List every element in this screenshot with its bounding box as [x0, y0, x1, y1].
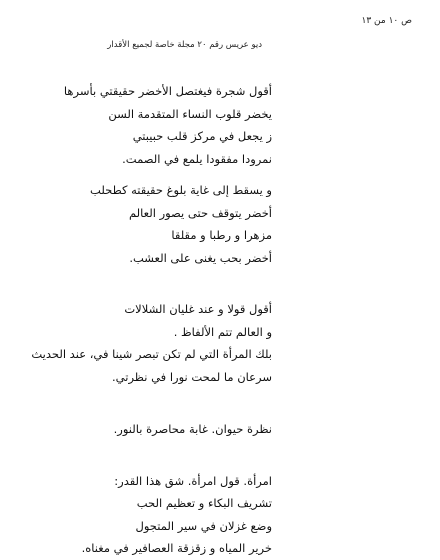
- poem-line: بلك المرأة التي لم تكن تبصر شينا في، عند الحديث: [31, 347, 272, 361]
- poem-line: و يسقط إلى غاية بلوغ حقيقته كطحلب: [90, 183, 272, 197]
- poem-line: نمرودا مفقودا يلمع في الصمت.: [122, 151, 272, 166]
- stanza-gap: [32, 170, 272, 179]
- poem-line: أقول شجرة فيغتصل الأخضر حقيقتي بأسرها: [63, 84, 272, 98]
- document-header: ديو عريس رقم ٢٠ مجلة خاصة لجميع الأقدار: [107, 40, 262, 50]
- page-number: ص ١٠ من ١٣: [361, 16, 412, 26]
- poem-line: خرير المياه و زقزقة العصافير في مغناه.: [81, 541, 272, 555]
- poem-line: و العالم تتم الألفاظ .: [173, 324, 272, 339]
- poem-line: سرعان ما لمحت نورا في نظرتي.: [112, 369, 272, 384]
- poem-body: [32, 80, 272, 560]
- poem-line: أقول قولا و عند غليان الشلالات: [124, 302, 272, 316]
- stanza-5: [32, 470, 272, 560]
- poem-line: نظرة حيوان. غابة محاصرة بالنور.: [113, 422, 272, 436]
- poem-line: ز يجعل في مركز قلب حبيبتي: [132, 129, 272, 143]
- poem-line: أخضر يتوقف حتى يصور العالم: [129, 205, 272, 220]
- poem-line: مزهرا و رطبا و مقلقا: [171, 228, 272, 242]
- stanza-3: [32, 298, 272, 388]
- poem-line: وضع غزلان في سير المتجول: [135, 518, 272, 533]
- stanza-gap: [32, 388, 272, 418]
- poem-line: يخضر قلوب النساء المتقدمة السن: [108, 106, 272, 121]
- poem-line: امرأة. قول امرأة. شق هذا القدر:: [114, 473, 272, 488]
- stanza-1: [32, 80, 272, 170]
- stanza-2: [32, 179, 272, 269]
- stanza-4: [32, 418, 272, 441]
- poem-line: أخضر بحب يغنى على العشب.: [129, 250, 272, 265]
- poem-line: تشريف البكاء و تعظيم الحب: [136, 496, 272, 510]
- stanza-gap: [32, 441, 272, 470]
- stanza-gap: [32, 269, 272, 298]
